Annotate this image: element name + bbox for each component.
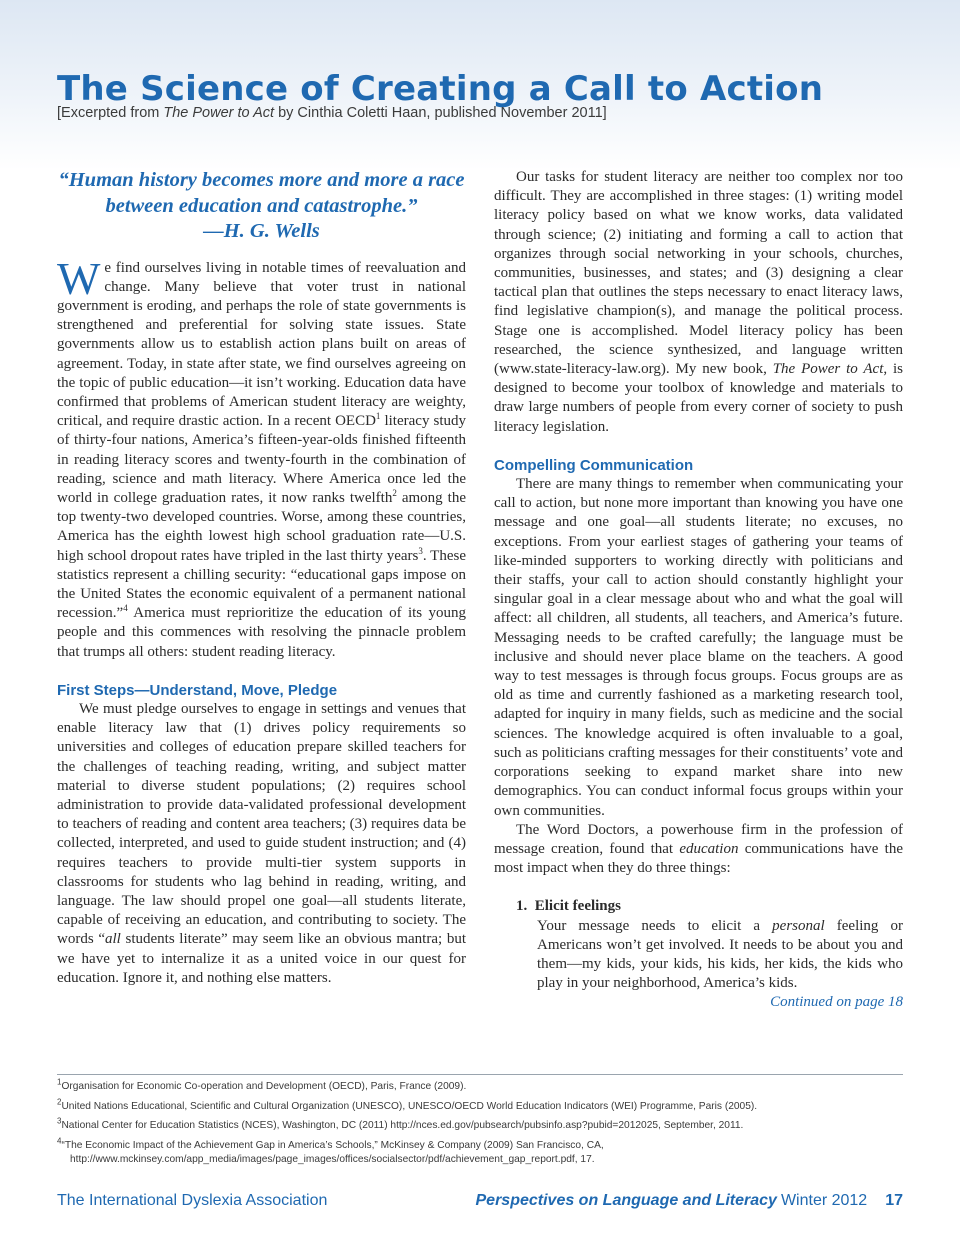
word-doctors-text-b: communications have the most impact when they do three things: — [494, 840, 903, 877]
tasks-text-b: , is designed to become your toolbox of knowledge and materials to draw large numbers of people from every corner of society to push literacy legislation. — [494, 361, 904, 435]
tasks-text-a: Our tasks for student literacy are neither too complex nor too difficult. They are accomplished in three stages: (1) writing model literacy policy based on what we know works, data validated through science; (2) initiating and forming a call to action that organizes through social networking in your schools, churches, communities, businesses, and states; and (3) designing a clear tactical plan that outlines the steps necessary to enact literacy laws, find legislative champion(s), and manage the political process. Stage one is accomplished. Model literacy policy has been researched, the science synthesized, and language written (www.state-literacy-law.org). My new book, — [494, 169, 903, 378]
footnote-text: National Center for Education Statistics (NCES), Washington, DC (2011) http://nces.ed.gov/pubsearch/pubsinfo.asp?pubid=2012025, September, 2011. — [61, 1120, 744, 1131]
footnote — [57, 1136, 903, 1168]
footnote-ref-4: 4 — [123, 603, 128, 614]
footnote-number: 3 — [57, 1116, 62, 1126]
section-heading-communication: Compelling Communication — [494, 456, 694, 474]
list-number: 1. — [516, 898, 528, 915]
right-column — [494, 168, 903, 1013]
left-column — [57, 168, 466, 988]
list-heading-text: Elicit feelings — [534, 898, 621, 915]
footnotes — [57, 1077, 903, 1173]
tasks-paragraph — [494, 168, 903, 437]
footnote-number: 1 — [57, 1077, 62, 1087]
excerpt-post: by Cinthia Coletti Haan, published November 2011] — [274, 105, 607, 121]
word-doctors-emphasis: education — [679, 840, 739, 857]
footnote-number: 4 — [57, 1136, 62, 1146]
word-doctors-text-a: The Word Doctors, a powerhouse firm in the profession of message creation, found that — [494, 821, 903, 857]
page-footer — [57, 1192, 903, 1212]
footer-publication-info — [476, 1192, 904, 1210]
footer-publication: Perspectives on Language and Literacy — [475, 1192, 777, 1209]
footnote-text: United Nations Educational, Scientific and Cultural Organization (UNESCO), UNESCO/OECD World Education Indicators (WEI) Programme, Paris (2005). — [61, 1100, 758, 1112]
pull-quote-author: —H. G. Wells — [203, 220, 320, 242]
footnote-ref-3: 3 — [418, 545, 423, 556]
excerpt-pre: [Excerpted from — [57, 105, 164, 121]
continued-link[interactable]: Continued on page 18 — [770, 994, 903, 1011]
communication-paragraph: There are many things to remember when communicating your call to action, but none more important than knowing you have one message and one goal—all students literate; no excuses, no exceptions. From your earliest stages of gathering your teams of like-minded supporters to working directly with politicians and their staffs, your call to action should constantly highlight your singular goal in a clear message about who and what the goal will affect: all children, all students, all teachers, and America’s future. Messaging needs to be crafted carefully; the language must be inclusive and should never place blame on the teachers. A good way to test messages is through focus groups. Focus groups are as old as time and currently fashioned as a marketing research tool, adapted for inquiry in many fields, such as medicine and the social sciences. The knowledge acquired is often invaluable to a goal, such as politicians crafting messages for their constituents’ vote and corporations seeking to expand market share into new demographics. You can conduct informal focus groups within your own communities. — [494, 476, 903, 819]
intro-paragraph — [57, 252, 466, 662]
list-item-body — [537, 917, 903, 994]
first-steps-text-a: We must pledge ourselves to engage in settings and venues that enable literacy law that (1) drives policy requirements so universities and colleges of education prepare skilled teachers for the challenges of teaching reading, writing, and subject matter material to diverse student populations; (2) requires school administration to provide data-validated professional development to teachers of reading and content area teachers; (3) requires data be collected, interpreted, and used to guide student instruction; and (4) requires teachers to provide multi-tier system supports in classrooms for students who lag behind in reading, writing, and language. The law should propel one goal—all students literate, capable of receiving an education, and contributing to society. The words “ — [57, 700, 466, 948]
intro-text-e: America must reprioritize the education of its young people and this commences with resolving the pinnacle problem that trumps all others: student reading literacy. — [57, 605, 466, 660]
footnote-number: 2 — [57, 1097, 62, 1107]
pull-quote — [57, 168, 466, 245]
footnote — [57, 1097, 903, 1115]
footnote-text: Organisation for Economic Co-operation and Development (OECD), Paris, France (2009). — [61, 1081, 467, 1092]
footnote-ref-1: 1 — [375, 411, 381, 422]
first-steps-paragraph — [57, 700, 466, 988]
intro-text-d: . These statistics represent a chilling security: “educational gaps impose on the United States the economic equivalent of a permanent national recession.” — [57, 547, 466, 622]
excerpt-line — [57, 105, 607, 121]
section-heading-first-steps: First Steps—Understand, Move, Pledge — [57, 681, 338, 699]
excerpt-book: The Power to Act — [163, 105, 275, 121]
footer-organization: The International Dyslexia Association — [57, 1192, 328, 1209]
list-text-a: Your message needs to elicit a — [537, 917, 773, 934]
drop-cap: W — [57, 252, 101, 304]
pull-quote-text: “Human history becomes more and more a race between education and catastrophe.” — [58, 169, 465, 217]
list-text-b: feeling or Americans won’t get involved. It needs to be about you and them—my kids, your kids, his kids, her kids, the kids who play in your neighborhood, America’s kids. — [537, 917, 903, 992]
tasks-book-title: The Power to Act — [772, 361, 884, 378]
footnote — [57, 1116, 903, 1134]
word-doctors-paragraph — [494, 821, 903, 879]
page-number: 17 — [885, 1192, 903, 1209]
footnote-divider — [57, 1074, 903, 1075]
intro-text-a: e find ourselves living in notable times of reevaluation and change. Many believe that voter trust in national government is eroding, and perhaps the role of state governments is strengthened and preferential for solving state issues. State governments allow us to establish action plans built on areas of agreement. Today, in state after state, we find ourselves agreeing on the topic of public education—it isn’t working. Education data have confirmed that problems of American student literacy are weighty, critical, and require drastic action. In a recent OECD — [57, 259, 466, 430]
first-steps-emphasis: all — [104, 931, 121, 948]
footnote — [57, 1077, 903, 1095]
first-steps-text-b: students literate” may seem like an obvious mantra; but we have yet to internalize it as a united voice in our quest for education. Ignore it, and nothing else matters. — [57, 931, 466, 986]
list-item-heading — [516, 897, 903, 916]
footnote-text: “The Economic Impact of the Achievement Gap in America’s Schools,” McKinsey & Company (2009) San Francisco, CA, http://www.mckinsey.com/app_media/images/page_images/offices/socialsector/pdf/achievement_gap_report.pdf, 17. — [61, 1139, 604, 1165]
list-emphasis: personal — [772, 917, 825, 934]
intro-text-b: literacy study of thirty-four nations, America’s fifteen-year-olds finished fifteenth in reading literacy scores and twenty-fourth in the combination of reading, science and math literacy. Where America once led the world in college graduation rates, it now ranks twelfth — [57, 413, 466, 506]
footnote-ref-2: 2 — [392, 487, 397, 498]
page-title: The Science of Creating a Call to Action — [57, 68, 824, 109]
intro-text-c: among the top twenty-two developed countries. Worse, among these countries, America has the eighth lowest high school graduation rate—U.S. high school dropout rates have tripled in the last thirty years — [57, 489, 466, 564]
footer-issue: Winter 2012 — [780, 1192, 868, 1209]
